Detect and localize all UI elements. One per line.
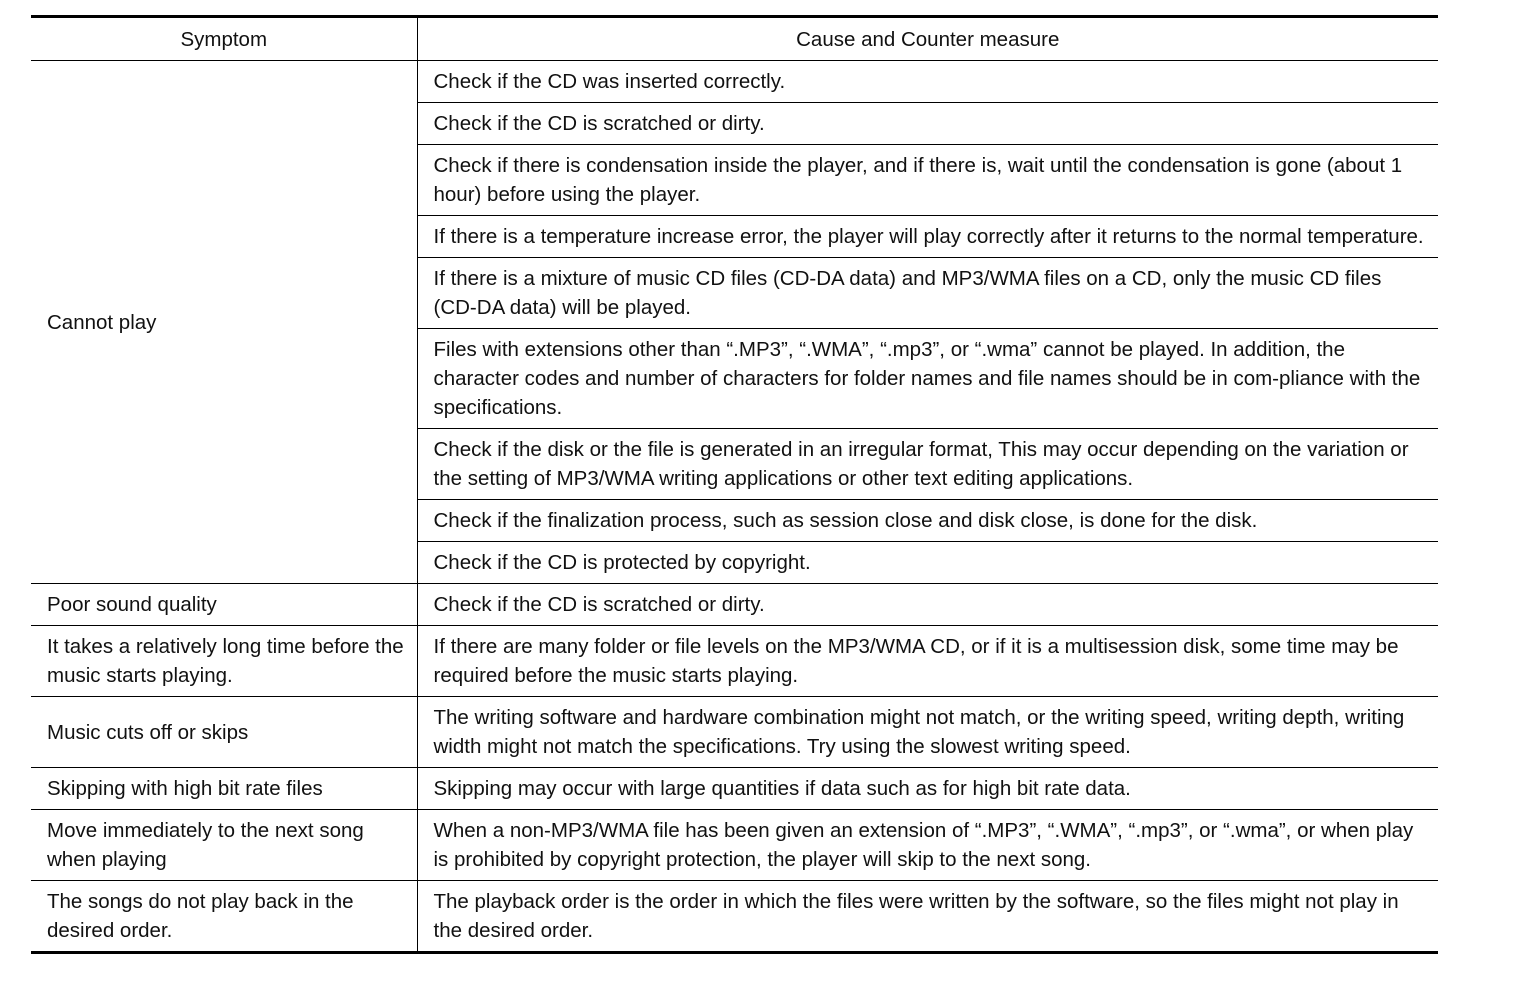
cause-cell: When a non-MP3/WMA file has been given an extension of “.MP3”, “.WMA”, “.mp3”, or “.wma”, or when play is prohibited by copyright protection, the player will skip to the next song.	[417, 810, 1438, 881]
cause-cell: Check if the finalization process, such as session close and disk close, is done for the disk.	[417, 500, 1438, 542]
header-cause-countermeasure: Cause and Counter measure	[417, 17, 1438, 61]
table-row	[31, 697, 1438, 768]
symptom-cell: Cannot play	[31, 61, 417, 584]
cause-cell: Check if the CD is scratched or dirty.	[417, 103, 1438, 145]
cause-cell: Check if the CD is protected by copyright.	[417, 542, 1438, 584]
troubleshooting-table	[31, 15, 1438, 954]
cause-cell: If there is a temperature increase error, the player will play correctly after it returns to the normal temperature.	[417, 216, 1438, 258]
symptom-cell: Poor sound quality	[31, 584, 417, 626]
cause-cell: The playback order is the order in which the files were written by the software, so the files might not play in the desired order.	[417, 881, 1438, 953]
symptom-cell: Music cuts off or skips	[31, 697, 417, 768]
cause-cell: Check if the CD is scratched or dirty.	[417, 584, 1438, 626]
table-row	[31, 881, 1438, 953]
cause-cell: Check if there is condensation inside the player, and if there is, wait until the condensation is gone (about 1 hour) before using the player.	[417, 145, 1438, 216]
symptom-cell: The songs do not play back in the desired order.	[31, 881, 417, 953]
cause-cell: Check if the disk or the file is generated in an irregular format, This may occur depending on the variation or the setting of MP3/WMA writing applications or other text editing applications.	[417, 429, 1438, 500]
cause-cell: If there is a mixture of music CD files (CD-DA data) and MP3/WMA files on a CD, only the music CD files (CD-DA data) will be played.	[417, 258, 1438, 329]
table-row	[31, 61, 1438, 103]
symptom-cell: Move immediately to the next song when playing	[31, 810, 417, 881]
symptom-cell: Skipping with high bit rate files	[31, 768, 417, 810]
symptom-cell: It takes a relatively long time before the music starts playing.	[31, 626, 417, 697]
table-row	[31, 768, 1438, 810]
table-row	[31, 584, 1438, 626]
cause-cell: Files with extensions other than “.MP3”, “.WMA”, “.mp3”, or “.wma” cannot be played. In addition, the character codes and number of characters for folder names and file names should be in com-pliance with the specifications.	[417, 329, 1438, 429]
table-header-row	[31, 17, 1438, 61]
table-row	[31, 626, 1438, 697]
table-row	[31, 810, 1438, 881]
cause-cell: If there are many folder or file levels on the MP3/WMA CD, or if it is a multisession disk, some time may be required before the music starts playing.	[417, 626, 1438, 697]
cause-cell: Skipping may occur with large quantities if data such as for high bit rate data.	[417, 768, 1438, 810]
cause-cell: Check if the CD was inserted correctly.	[417, 61, 1438, 103]
cause-cell: The writing software and hardware combination might not match, or the writing speed, writing depth, writing width might not match the specifications. Try using the slowest writing speed.	[417, 697, 1438, 768]
header-symptom: Symptom	[31, 17, 417, 61]
